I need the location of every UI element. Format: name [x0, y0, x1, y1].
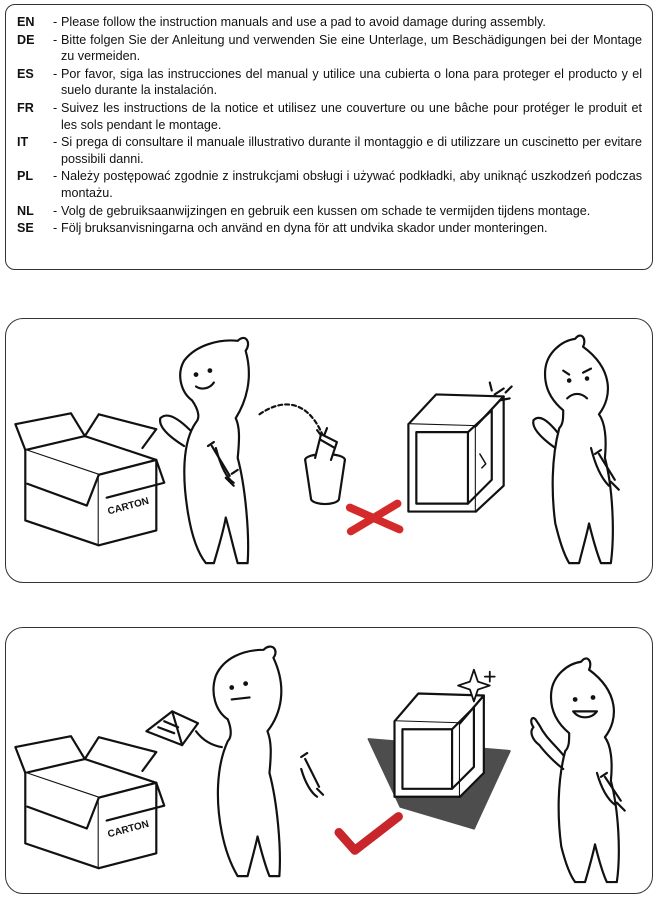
carton-label: CARTON: [106, 495, 151, 518]
language-code: EN: [17, 15, 35, 29]
language-code: IT: [17, 135, 29, 150]
dash: -: [53, 135, 58, 150]
carton-label: CARTON: [106, 818, 151, 841]
instruction-text: Por favor, siga las instrucciones del manual y utilice una cubierta o lona para proteger el producto y el suelo durante la instalación.: [61, 66, 642, 98]
instruction-nl: [17, 203, 642, 220]
dash: -: [53, 221, 58, 236]
carton-box-icon: [15, 413, 164, 545]
dash: -: [53, 15, 58, 29]
instructions-box: [5, 4, 653, 270]
dash: -: [53, 66, 58, 81]
dash: -: [53, 203, 58, 218]
trash-can-icon: [305, 434, 345, 504]
dash: -: [53, 32, 58, 47]
instruction-es: [17, 66, 642, 99]
instruction-text: Bitte folgen Sie der Anleitung und verwenden Sie eine Unterlage, um Beschädigungen bei der Montage zu vermeiden.: [61, 32, 642, 64]
dash: -: [53, 169, 58, 184]
instruction-text: Volg de gebruiksaanwijzingen en gebruik een kussen om schade te vermijden tijdens montage.: [61, 203, 591, 218]
character-left-icon: [160, 338, 249, 563]
instruction-de: [17, 32, 642, 65]
instruction-pl: [17, 168, 642, 201]
correct-assembly-illustration: [6, 628, 652, 893]
instruction-text: Należy postępować zgodnie z instrukcjami obsługi i używać podkładki, aby uniknąć uszkodzeń podczas montażu.: [61, 169, 642, 200]
instruction-text: Suivez les instructions de la notice et utilisez une couverture ou une bâche pour protéger le produit et les sols pendant le montage.: [61, 100, 642, 132]
wrong-assembly-panel: [5, 318, 653, 583]
instruction-fr: [17, 100, 642, 133]
wrong-assembly-illustration: [6, 319, 652, 582]
character-right-icon: [531, 658, 624, 882]
damaged-cabinet-icon: [408, 383, 511, 512]
instruction-text: Si prega di consultare il manuale illustrativo durante il montaggio e di utilizzare un cuscinetto per evitare possibili danni.: [61, 135, 642, 166]
character-left-icon: [196, 647, 323, 877]
language-code: PL: [17, 169, 34, 184]
language-code: ES: [17, 66, 34, 81]
check-mark-icon: [339, 817, 399, 851]
instruction-text: Följ bruksanvisningarna och använd en dyna för att undvika skador under monteringen.: [61, 221, 548, 236]
correct-assembly-panel: [5, 627, 653, 894]
language-code: FR: [17, 100, 34, 115]
instruction-text: Please follow the instruction manuals and use a pad to avoid damage during assembly.: [61, 15, 546, 29]
language-code: NL: [17, 203, 34, 218]
cross-mark-icon: [350, 504, 400, 532]
character-right-icon: [533, 336, 619, 564]
cabinet-icon: [395, 694, 484, 797]
instruction-en: [17, 14, 642, 31]
dash: -: [53, 100, 58, 115]
instruction-it: [17, 134, 642, 167]
instruction-se: [17, 220, 642, 237]
carton-box-icon: [15, 736, 164, 868]
language-code: DE: [17, 32, 35, 47]
language-code: SE: [17, 221, 34, 236]
manual-icon: [146, 711, 198, 745]
